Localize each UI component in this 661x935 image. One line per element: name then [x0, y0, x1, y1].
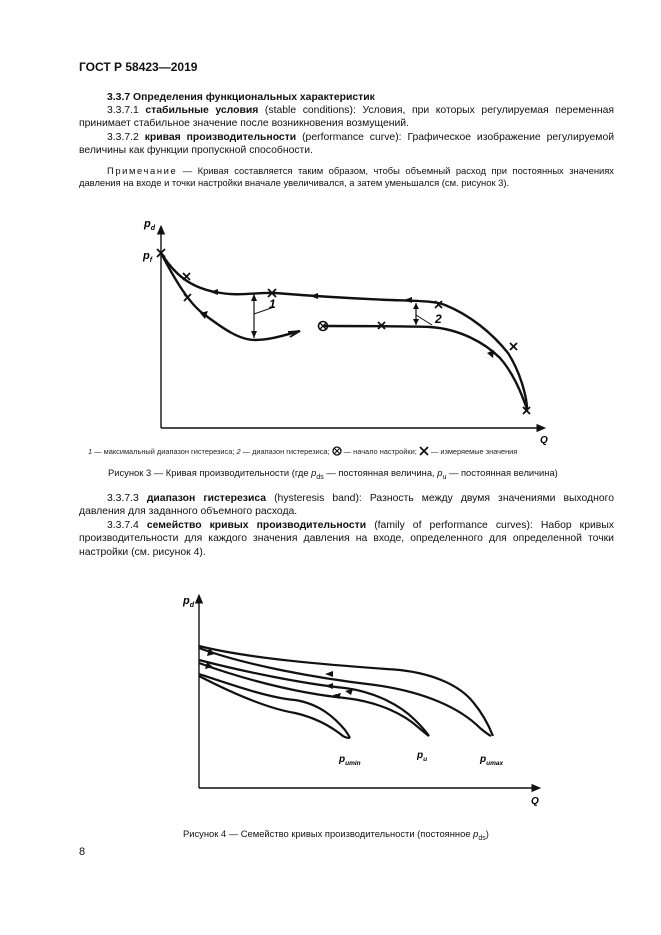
- label-pumax: $p_{umax}$: [480, 754, 504, 767]
- figure-3-performance-curve: [130, 215, 560, 445]
- curve-pu-lower: [199, 663, 429, 736]
- term: диапазон гистерезиса: [146, 493, 267, 504]
- arrow-left: [325, 683, 333, 689]
- page-number: 8: [79, 846, 86, 858]
- x-axis-label: Q: [540, 435, 548, 445]
- svg-text:1: 1: [269, 297, 276, 311]
- term-english: (performance curve):: [302, 132, 402, 143]
- definition-text: Условия, при которых регулируемая переменная принимает стабильное значение после возникновения возмущений.: [79, 105, 615, 130]
- figure-4-family-of-curves: [175, 590, 555, 810]
- legend-num: 2: [236, 447, 241, 456]
- curve-pu-upper: [199, 660, 429, 736]
- term: кривая производительности: [144, 132, 297, 143]
- paragraph-stable-conditions: [79, 104, 614, 131]
- section-title-text: 3.3.7 Определения функциональных характеристик: [107, 92, 375, 103]
- paragraph-number: 3.3.7.3: [107, 493, 139, 504]
- legend-item: — начало настройки;: [343, 447, 417, 456]
- paragraph-number: 3.3.7.1: [107, 105, 139, 116]
- legend-item: — максимальный диапазон гистерезиса;: [94, 447, 235, 456]
- term: стабильные условия: [145, 105, 259, 116]
- svg-text:2: 2: [435, 312, 442, 326]
- term-english: (hysteresis band):: [274, 493, 362, 504]
- paragraph-number: 3.3.7.2: [107, 132, 139, 143]
- figure-3-legend: [88, 446, 517, 456]
- label-pu: $p_u$: [417, 750, 428, 763]
- y-axis-label: $p_d$: [183, 595, 195, 609]
- figure-4-caption: Рисунок 4 — Семейство кривых производительности (постоянное $p_{ds}$): [183, 828, 489, 842]
- pf-label: $p_f$: [143, 250, 153, 264]
- lower-curve-left: [161, 253, 300, 340]
- paragraph-number: 3.3.7.4: [107, 520, 139, 531]
- paragraph-family-of-curves: [79, 519, 614, 559]
- arrow-right: [345, 689, 353, 695]
- definition-text: Разность между двумя значениями выходного давления для заданного объемного расхода.: [79, 493, 614, 518]
- note-text: — Кривая составляется таким образом, чтобы объемный расход при постоянных значениях давления на входе и точки настройки вначале увеличивался, а затем уменьшался (см. рисунок 3).: [79, 165, 614, 189]
- curve-pumax-lower: [199, 648, 491, 736]
- max-hysteresis-marker: [251, 294, 276, 338]
- arrow-left: [404, 297, 412, 303]
- paragraph-performance-curve: [79, 131, 614, 158]
- arrow-left: [210, 289, 218, 295]
- term-english: (family of performance curves):: [374, 520, 533, 531]
- legend-item: — диапазон гистерезиса;: [242, 447, 330, 456]
- legend-item: — измеряемые значения: [430, 447, 518, 456]
- y-axis-label: $p_d$: [144, 218, 156, 232]
- x-axis-label: Q: [531, 796, 539, 807]
- arrow-left: [325, 671, 333, 677]
- term-english: (stable conditions):: [264, 105, 356, 116]
- definition-text: Набор кривых производительности для каждого значения давления на входе, определенного для определенной точки настройки (см. рисунок 4).: [79, 520, 614, 558]
- curve-pumin-upper: [199, 674, 350, 738]
- note-label: Примечание: [107, 165, 178, 176]
- document-header: ГОСТ Р 58423—2019: [79, 60, 198, 74]
- arrow-left: [310, 293, 318, 299]
- note: [79, 165, 614, 190]
- label-pumin: $p_{umin}$: [339, 754, 361, 767]
- section-title: [79, 91, 614, 104]
- measured-values: [157, 249, 530, 414]
- term: семейство кривых производительности: [146, 520, 367, 531]
- figure-3-caption: Рисунок 3 — Кривая производительности (где $p_{ds}$ — постоянная величина, $p_u$ — постоянная величина): [108, 467, 558, 481]
- definition-text: Графическое изображение регулируемой величины как функции пропускной способности.: [79, 132, 615, 157]
- paragraph-hysteresis-band: [79, 492, 614, 519]
- legend-num: 1: [88, 447, 93, 456]
- measured-value-icon: [419, 446, 429, 456]
- tuning-start-icon: [332, 446, 342, 456]
- arrow-down: [487, 350, 494, 358]
- upper-curve: [161, 253, 527, 409]
